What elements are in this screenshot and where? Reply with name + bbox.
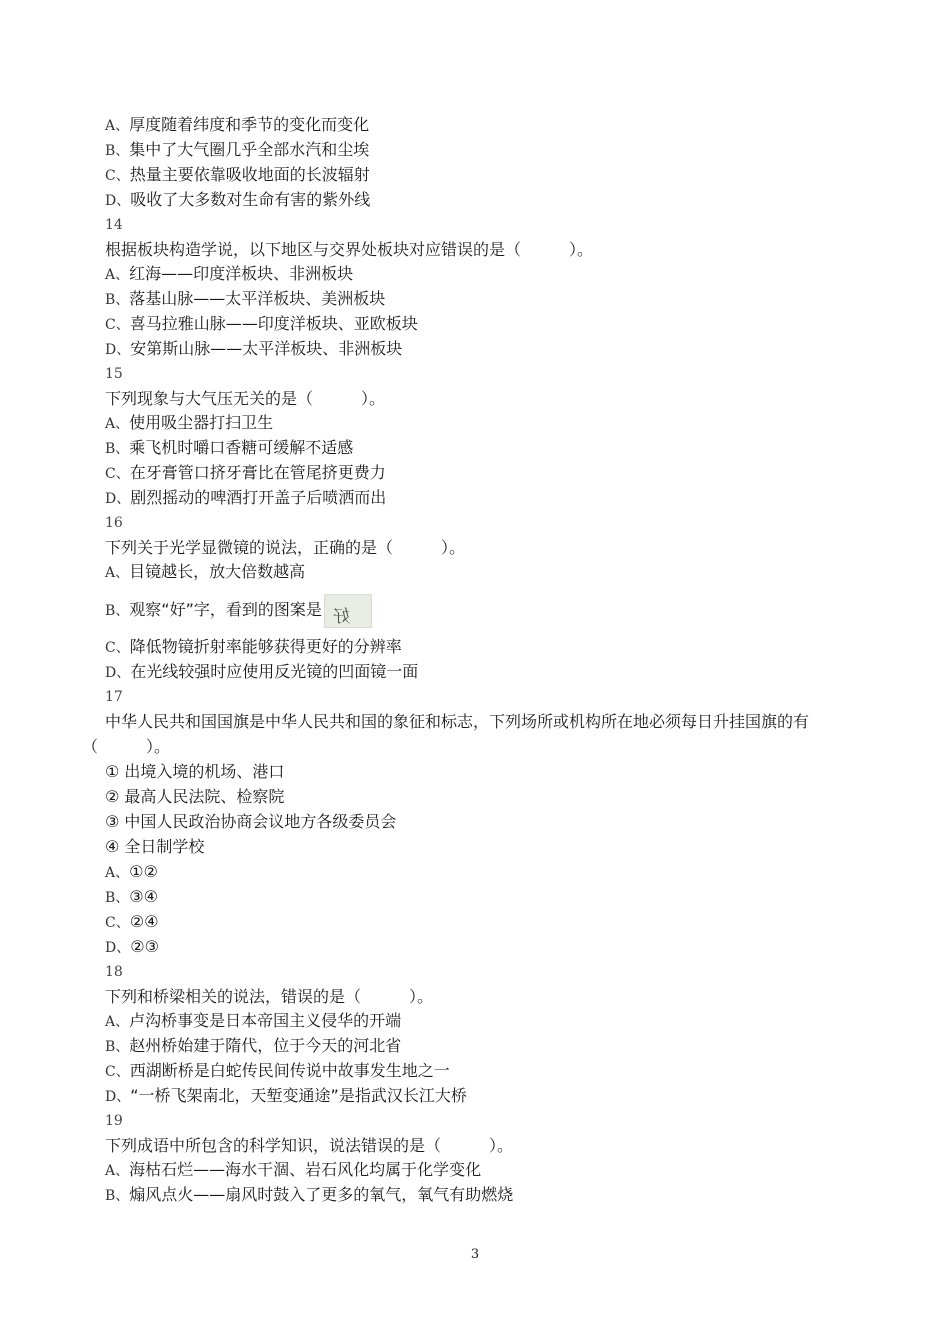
option-b — [105, 593, 372, 628]
option-letter: D、 — [105, 491, 131, 507]
question-stem: 下列成语中所包含的科学知识，说法错误的是（ ）。 — [105, 1136, 514, 1155]
question-number: 19 — [105, 1113, 123, 1129]
option-letter: D、 — [105, 1089, 131, 1105]
option-d — [105, 662, 418, 683]
option-text: 目镜越长，放大倍数越高 — [129, 562, 306, 581]
page-number: 3 — [470, 1247, 480, 1262]
option-letter: B、 — [105, 143, 130, 159]
option-letter: B、 — [105, 890, 130, 906]
option-text: ②④ — [129, 912, 159, 931]
option-letter: C、 — [105, 168, 130, 184]
option-c — [105, 314, 418, 335]
option-letter: C、 — [105, 317, 130, 333]
option-c — [105, 1061, 450, 1082]
question-number: 14 — [105, 217, 123, 233]
option-d — [105, 937, 159, 958]
option-d — [105, 488, 386, 509]
option-letter: D、 — [105, 665, 131, 681]
option-b — [105, 438, 353, 459]
option-letter: B、 — [105, 1188, 130, 1204]
option-letter: A、 — [105, 118, 130, 134]
option-letter: A、 — [105, 1014, 130, 1030]
option-letter: B、 — [105, 441, 130, 457]
option-b — [105, 289, 385, 310]
option-a — [105, 115, 369, 136]
option-text: 赵州桥始建于隋代，位于今天的河北省 — [129, 1036, 402, 1055]
option-letter: A、 — [105, 267, 130, 283]
option-text: 观察“好”字，看到的图案是 — [129, 600, 322, 619]
option-letter: A、 — [105, 1163, 130, 1179]
option-letter: D、 — [105, 193, 131, 209]
option-text: 卢沟桥事变是日本帝国主义侵华的开端 — [129, 1011, 402, 1030]
statement-item: ② 最高人民法院、检察院 — [105, 787, 285, 806]
question-stem-continued: （ ）。 — [82, 737, 171, 756]
option-text: 在光线较强时应使用反光镜的凹面镜一面 — [130, 662, 419, 681]
option-text: ②③ — [130, 937, 159, 956]
option-letter: B、 — [105, 292, 130, 308]
statement-item: ④ 全日制学校 — [105, 837, 205, 856]
option-text: 煽风点火——扇风时鼓入了更多的氧气，氧气有助燃烧 — [129, 1185, 514, 1204]
option-c — [105, 463, 386, 484]
option-text: ③④ — [129, 887, 158, 906]
statement-item: ③ 中国人民政治协商会议地方各级委员会 — [105, 812, 397, 831]
option-c — [105, 165, 370, 186]
option-c — [105, 637, 402, 658]
option-text: 厚度随着纬度和季节的变化而变化 — [129, 115, 370, 134]
question-number: 16 — [105, 515, 123, 531]
option-text: 喜马拉雅山脉——印度洋板块、亚欧板块 — [129, 314, 418, 333]
option-letter: C、 — [105, 466, 130, 482]
option-d — [105, 339, 402, 360]
option-letter: A、 — [105, 416, 130, 432]
option-text: 落基山脉——太平洋板块、美洲板块 — [129, 289, 386, 308]
option-a — [105, 413, 273, 434]
question-number: 15 — [105, 366, 123, 382]
option-text: 降低物镜折射率能够获得更好的分辨率 — [129, 637, 402, 656]
mirrored-character-image — [324, 594, 372, 628]
option-b — [105, 1036, 401, 1057]
option-letter: C、 — [105, 640, 130, 656]
option-text: 红海——印度洋板块、非洲板块 — [129, 264, 354, 283]
question-stem: 下列和桥梁相关的说法，错误的是（ ）。 — [105, 987, 434, 1006]
question-stem: 根据板块构造学说，以下地区与交界处板块对应错误的是（ ）。 — [105, 240, 594, 259]
option-text: ①② — [129, 862, 158, 881]
option-letter: A、 — [105, 565, 130, 581]
option-letter: C、 — [105, 915, 130, 931]
option-b — [105, 887, 158, 908]
option-text: 在牙膏管口挤牙膏比在管尾挤更费力 — [129, 463, 386, 482]
option-text: 乘飞机时嚼口香糖可缓解不适感 — [129, 438, 354, 457]
option-text: 海枯石烂——海水干涸、岩石风化均属于化学变化 — [129, 1160, 482, 1179]
question-stem: 中华人民共和国国旗是中华人民共和国的象征和标志，下列场所或机构所在地必须每日升挂国旗的有 — [105, 712, 810, 731]
option-text: “一桥飞架南北，天堑变通途”是指武汉长江大桥 — [130, 1086, 467, 1105]
option-letter: C、 — [105, 1064, 130, 1080]
option-a — [105, 264, 353, 285]
mirrored-character-glyph: 好 — [332, 606, 350, 627]
option-letter: D、 — [105, 342, 131, 358]
option-d — [105, 190, 370, 211]
option-d — [105, 1086, 467, 1107]
option-letter: B、 — [105, 1039, 130, 1055]
option-text: 热量主要依靠吸收地面的长波辐射 — [129, 165, 370, 184]
option-text: 使用吸尘器打扫卫生 — [129, 413, 274, 432]
statement-item: ① 出境入境的机场、港口 — [105, 762, 285, 781]
option-text: 集中了大气圈几乎全部水汽和尘埃 — [129, 140, 370, 159]
option-b — [105, 1185, 513, 1206]
option-c — [105, 912, 158, 933]
option-a — [105, 862, 158, 883]
option-text: 西湖断桥是白蛇传民间传说中故事发生地之一 — [129, 1061, 450, 1080]
option-letter: A、 — [105, 865, 130, 881]
option-a — [105, 1160, 481, 1181]
option-b — [105, 140, 369, 161]
option-text: 剧烈摇动的啤酒打开盖子后喷洒而出 — [130, 488, 387, 507]
option-text: 吸收了大多数对生命有害的紫外线 — [130, 190, 371, 209]
option-a — [105, 1011, 401, 1032]
question-number: 18 — [105, 964, 123, 980]
option-letter: D、 — [105, 940, 131, 956]
question-stem: 下列现象与大气压无关的是（ ）。 — [105, 389, 386, 408]
option-text: 安第斯山脉——太平洋板块、非洲板块 — [130, 339, 403, 358]
option-a — [105, 562, 305, 583]
question-number: 17 — [105, 689, 123, 705]
question-stem: 下列关于光学显微镜的说法，正确的是（ ）。 — [105, 538, 466, 557]
option-letter: B、 — [105, 603, 130, 619]
